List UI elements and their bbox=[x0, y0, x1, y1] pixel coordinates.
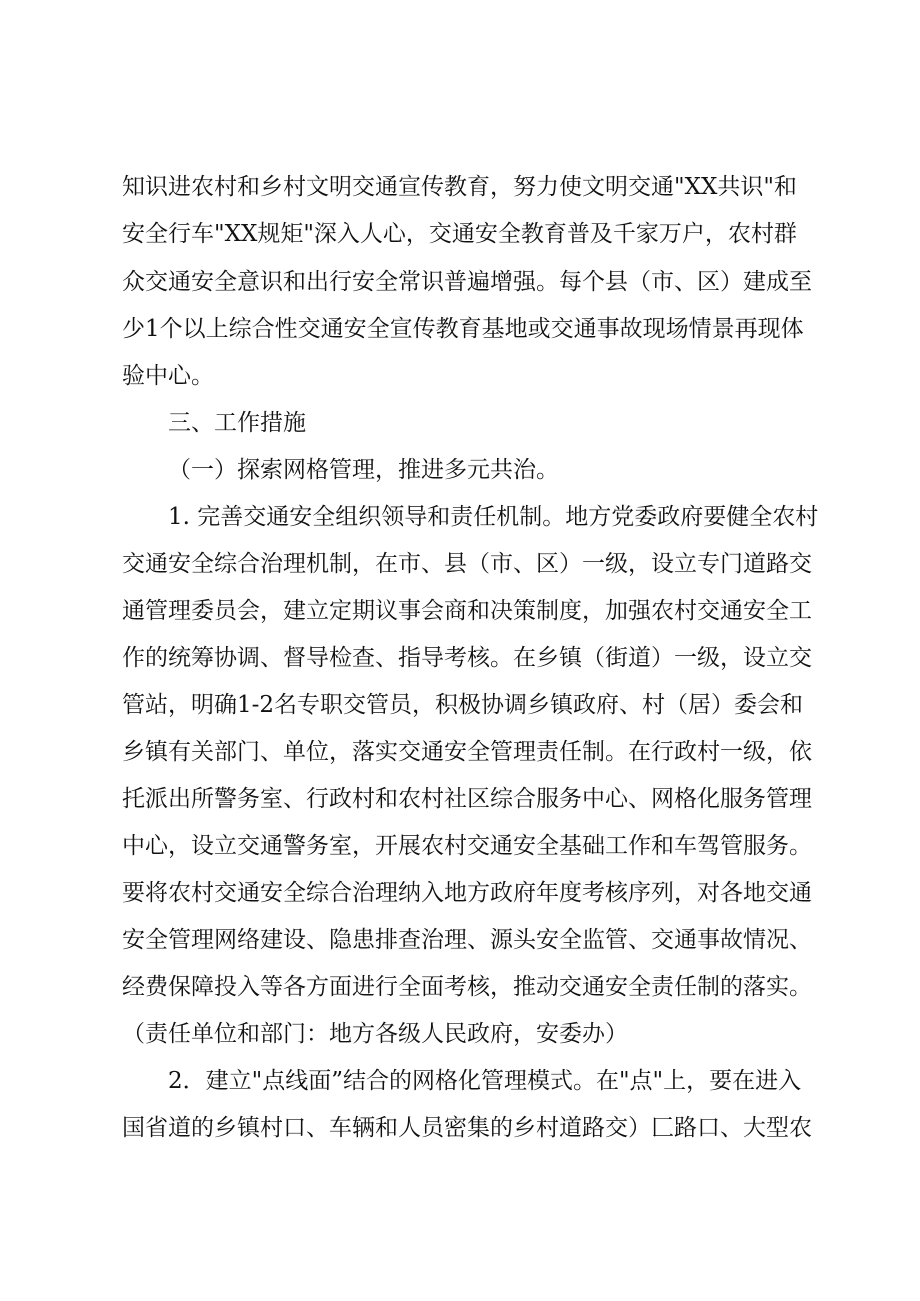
responsibility-note: （责任单位和部门：地方各级人民政府，安委办） bbox=[122, 1021, 628, 1047]
body-text-line: 2．建立"点线面”结合的网格化管理模式。在"点"上，要在进入 bbox=[168, 1068, 802, 1094]
body-text-line: 经费保障投入等各方面进行全面考核，推动交通安全责任制的落实。 bbox=[122, 974, 812, 1000]
body-text-line: 少1个以上综合性交通安全宣传教育基地或交通事故现场情景再现体 bbox=[122, 316, 804, 342]
subsection-heading: （一）探索网格管理，推进多元共治。 bbox=[168, 457, 559, 483]
body-text-line: 要将农村交通安全综合治理纳入地方政府年度考核序列，对各地交通 bbox=[122, 880, 812, 906]
body-text-line: 通管理委员会，建立定期议事会商和决策制度，加强农村交通安全工 bbox=[122, 598, 812, 624]
body-text-line: 乡镇有关部门、单位，落实交通安全管理责任制。在行政村一级，依 bbox=[122, 739, 812, 765]
body-text-line: 中心，设立交通警务室，开展农村交通安全基础工作和车驾管服务。 bbox=[122, 833, 812, 859]
body-text-line: 国省道的乡镇村口、车辆和人员密集的乡村道路交）匚路口、大型农 bbox=[122, 1115, 812, 1141]
body-text-line: 知识进农村和乡村文明交通宣传教育，努力使文明交通"XX共识"和 bbox=[122, 174, 797, 200]
body-text-line: 托派出所警务室、行政村和农村社区综合服务中心、网格化服务管理 bbox=[122, 786, 812, 812]
body-text-line: 作的统筹协调、督导检查、指导考核。在乡镇（街道）一级，设立交 bbox=[122, 645, 812, 671]
section-heading: 三、工作措施 bbox=[168, 410, 306, 436]
body-text-line: 众交通安全意识和出行安全常识普遍增强。每个县（市、区）建成至 bbox=[122, 269, 812, 295]
body-text-line: 交通安全综合治理机制，在市、县（市、区）一级，设立专门道路交 bbox=[122, 551, 812, 577]
body-text-line: 1. 完善交通安全组织领导和责任机制。地方党委政府要健全农村 bbox=[168, 504, 819, 530]
body-text-line: 管站，明确1-2名专职交管员，积极协调乡镇政府、村（居）委会和 bbox=[122, 692, 804, 718]
body-text-line: 验中心。 bbox=[122, 363, 214, 389]
body-text-line: 安全行车"XX规矩"深入人心，交通安全教育普及千家万户，农村群 bbox=[122, 221, 797, 247]
body-text-line: 安全管理网络建设、隐患排查治理、源头安全监管、交通事故情况、 bbox=[122, 927, 812, 953]
